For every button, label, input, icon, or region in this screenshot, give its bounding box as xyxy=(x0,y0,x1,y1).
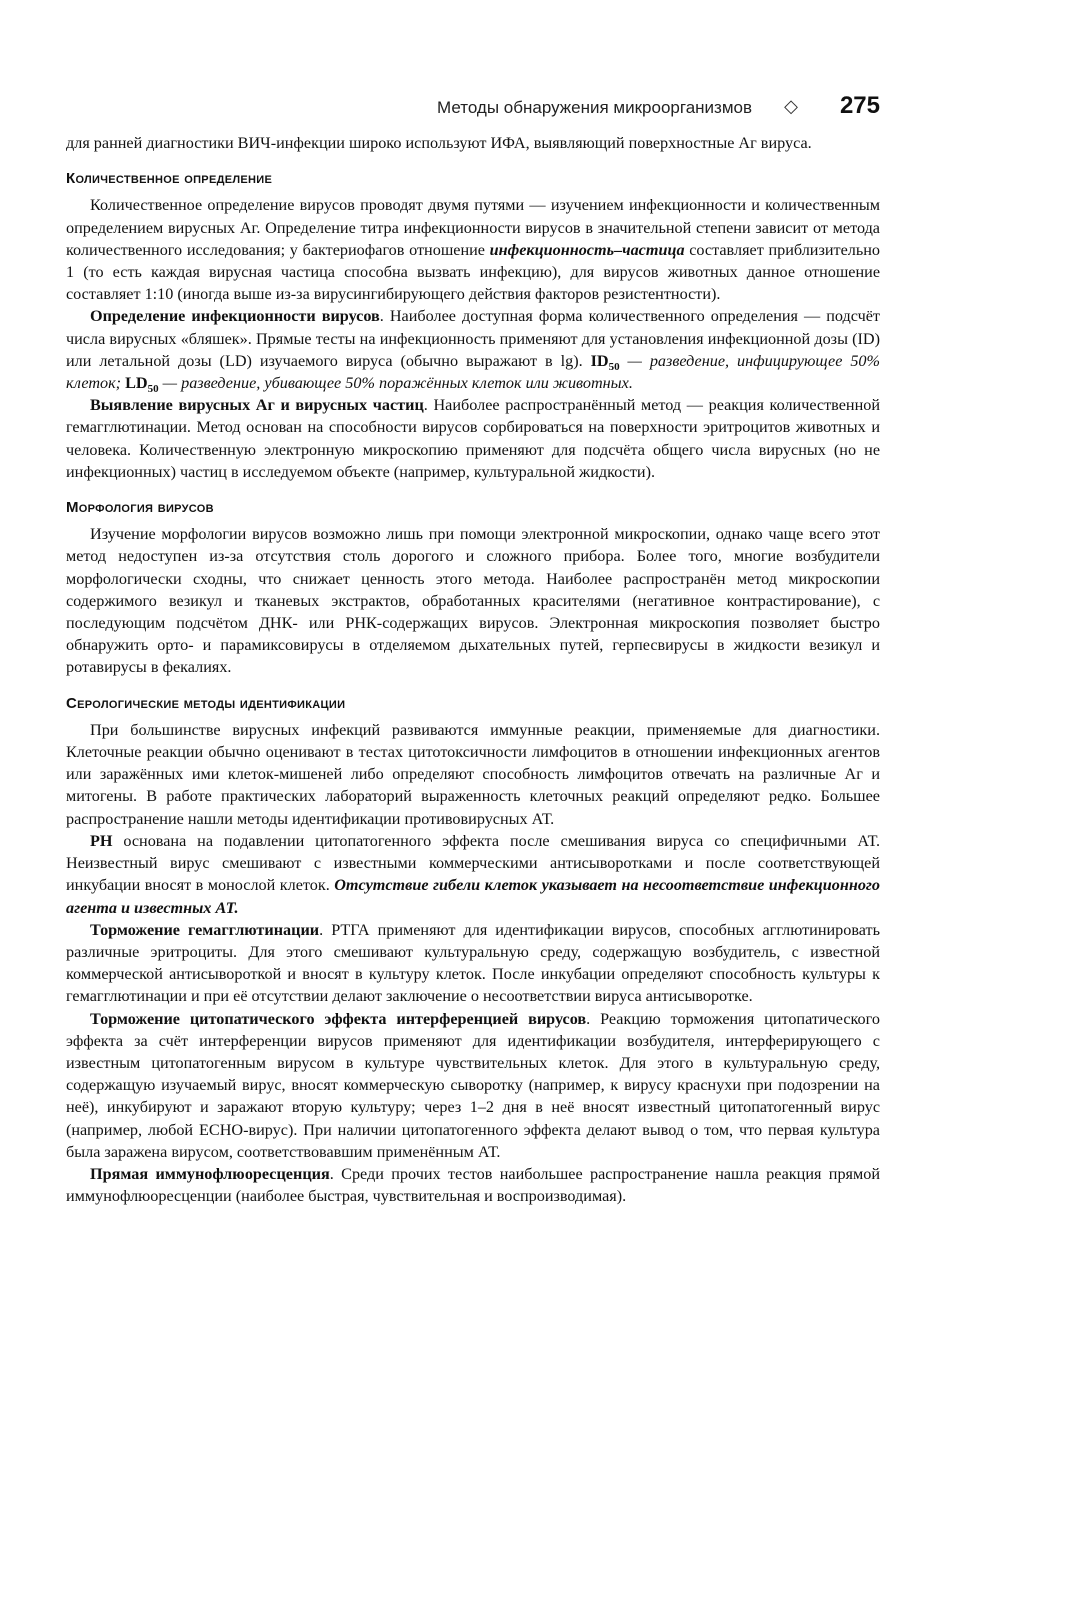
sero-paragraph-3: Торможение гемагглютинации. РТГА применяют для идентификации вирусов, способных агглютинировать различные эритроциты. Для этого смешивают культуральную среду, содержащую возбудитель, с известной коммерческой антисывороткой и вносят в культуру клеток. После инкубации определяют способность культуры к гемагглютинации и при её отсутствии делают заключение о несоответствии вируса антисыворотке. xyxy=(66,920,880,1006)
subheading-infectivity: Определение инфекционности вирусов xyxy=(90,307,380,326)
morph-paragraph-1: Изучение морфологии вирусов возможно лишь при помощи электронной микроскопии, однако чаще всего этот метод недоступен из-за отсутствия столь дорогого и сложного прибора. Более того, многие возбудители морфологически сходны, что снижает ценность этого метода. Наиболее распространён метод микроскопии содержимого везикул и тканевых экстрактов, обработанных красителями (негативное контрастирование), с последующим подсчётом ДНК- или РНК-содержащих вирусов. Электронная микроскопия позволяет быстро обнаружить орто- и парамиксовирусы в отделяемом дыхательных путей, герпесвирусы в жидкости везикул и ротавирусы в фекалиях. xyxy=(66,525,880,677)
section-heading-quantitative: Количественное определение xyxy=(66,170,273,188)
sero-paragraph-1: При большинстве вирусных инфекций развиваются иммунные реакции, применяемые для диагностики. Клеточные реакции обычно оценивают в тестах цитотоксичности лимфоцитов в отношении инфекционных агентов или заражённых ими клеток-мишеней либо определяют способность лимфоцитов отвечать на различные Аг и митогены. В работе практических лабораторий выраженность клеточных реакций определяют редко. Большее распространение нашли методы идентификации противовирусных АТ. xyxy=(66,720,880,828)
diamond-ornament-icon: ◇ xyxy=(784,96,798,117)
intro-paragraph: для ранней диагностики ВИЧ-инфекции широко используют ИФА, выявляющий поверхностные Аг вируса. xyxy=(66,134,812,152)
ld50-term: $LD_{50}$ xyxy=(125,374,159,396)
ratio-term: инфекционность–частица xyxy=(489,240,685,259)
id50-term: $ID_{50}$ xyxy=(590,351,620,374)
subheading-immunofluorescence: Прямая иммунофлюоресценция xyxy=(90,1164,330,1183)
page-number: 275 xyxy=(839,92,880,119)
page-body xyxy=(66,132,880,1207)
sero-paragraph-5: Прямая иммунофлюоресценция. Среди прочих тестов наибольшее распространение нашла реакция прямой иммунофлюоресценции (наиболее быстрая, чувствительная и воспроизводимая). xyxy=(66,1164,880,1206)
quant-paragraph-3: Выявление вирусных Аг и вирусных частиц. Наиболее распространённый метод — реакция количественной гемагглютинации. Метод основан на способности вирусов сорбироваться на поверхности эритроцитов животных и человека. Количественную электронную микроскопию применяют для подсчёта общего числа вирусных (но не инфекционных) частиц в исследуемом объекте (например, культуральной жидкости). xyxy=(66,396,880,481)
sero-paragraph-2: РН основана на подавлении цитопатогенного эффекта после смешивания вируса со специфичными АТ. Неизвестный вирус смешивают с известными коммерческими антисыворотками и после соответствующей инкубации вносят в монослой клеток. Отсутствие гибели клеток указывает на несоответствие инфекционного агента и известных АТ. xyxy=(66,831,880,917)
subheading-interference: Торможение цитопатического эффекта интерференцией вирусов xyxy=(90,1009,587,1028)
sero-paragraph-4: Торможение цитопатического эффекта интерференцией вирусов. Реакцию торможения цитопатического эффекта за счёт интерференции вирусов применяют для идентификации возбудителя, интерферирующего с известным цитопатогенным вирусом в культуре чувствительных клеток. Для этого в культуральную среду, содержащую изучаемый вирус, вносят коммерческую сыворотку (например, к вирусу краснухи при подозрении на неё), инкубируют и заражают вторую культуру; через 1–2 дня в неё вносят известный цитопатогенный вирус (например, любой ЕСНО-вирус). При наличии цитопатогенного эффекта делают вывод о том, что первая культура была заражена вирусом, соответствовавшим применённым АТ. xyxy=(66,1009,880,1161)
subheading-antigens: Выявление вирусных Аг и вирусных частиц xyxy=(90,396,424,415)
running-head xyxy=(66,92,880,128)
subheading-hemagglutination: Торможение гемагглютинации xyxy=(90,920,320,939)
quant-paragraph-1: Количественное определение вирусов проводят двумя путями — изучением инфекционности и количественным определением вирусных Аг. Определение титра инфекционности вирусов в значительной степени зависит от метода количественного исследования; у бактериофагов отношение инфекционность–частица составляет приблизительно 1 (то есть каждая вирусная частица способна вызвать инфекцию), для вирусов животных данное отношение составляет 1:10 (иногда выше из-за вирусингибирующего действия факторов резистентности). xyxy=(66,196,880,304)
section-heading-serological: Серологические методы идентификации xyxy=(66,694,346,712)
subheading-rn: РН xyxy=(90,831,113,850)
quant-paragraph-2: Определение инфекционности вирусов. Наиболее доступная форма количественного определения — подсчёт числа вирусных «бляшек». Прямые тесты на инфекционность применяют для установления инфекционной дозы (ID) или летальной дозы (LD) изучаемого вируса (обычно выражают в lg). $ID_{50}$ — разведение, инфицирующее 50% клеток; $LD_{50}$ — разведение, убивающее 50% поражённых клеток или животных. xyxy=(66,307,881,396)
section-heading-morphology: Морфология вирусов xyxy=(66,499,214,517)
running-head-title: Методы обнаружения микроорганизмов xyxy=(437,98,752,117)
